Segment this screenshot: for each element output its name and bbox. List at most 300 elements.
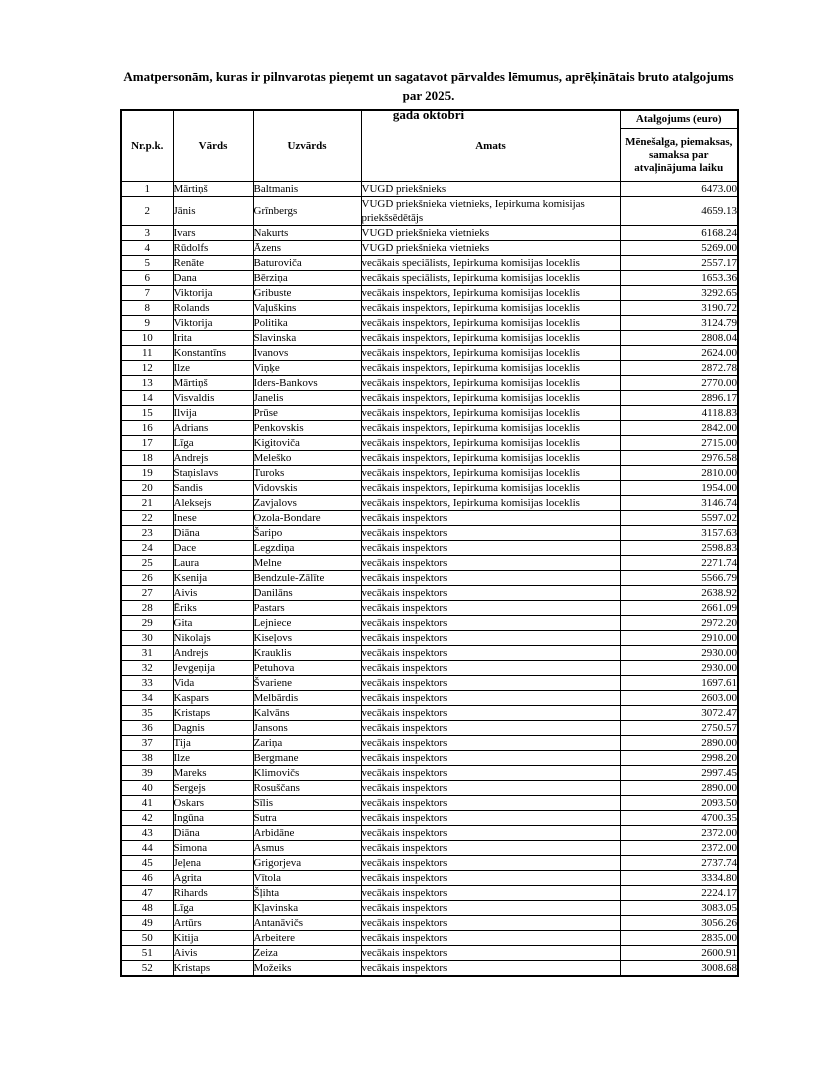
cell-nr: 51 <box>121 946 173 961</box>
cell-position: vecākais inspektors <box>361 871 620 886</box>
cell-position: vecākais inspektors <box>361 811 620 826</box>
table-row <box>121 556 738 571</box>
cell-salary: 2930.00 <box>620 646 738 661</box>
cell-nr: 17 <box>121 436 173 451</box>
cell-nr: 7 <box>121 286 173 301</box>
cell-last-name: Viņķe <box>253 361 361 376</box>
table-row <box>121 961 738 977</box>
table-row <box>121 241 738 256</box>
cell-salary: 6168.24 <box>620 226 738 241</box>
cell-salary: 2808.04 <box>620 331 738 346</box>
cell-first-name: Staņislavs <box>173 466 253 481</box>
cell-first-name: Ksenija <box>173 571 253 586</box>
cell-first-name: Mārtiņš <box>173 376 253 391</box>
cell-position: vecākais inspektors, Iepirkuma komisijas loceklis <box>361 391 620 406</box>
cell-position: vecākais inspektors <box>361 766 620 781</box>
cell-first-name: Ilze <box>173 361 253 376</box>
cell-nr: 18 <box>121 451 173 466</box>
cell-nr: 41 <box>121 796 173 811</box>
cell-salary: 6473.00 <box>620 182 738 197</box>
cell-nr: 29 <box>121 616 173 631</box>
cell-last-name: Sīlis <box>253 796 361 811</box>
cell-last-name: Možeiks <box>253 961 361 977</box>
table-row <box>121 766 738 781</box>
table-row <box>121 421 738 436</box>
cell-last-name: Vaļuškins <box>253 301 361 316</box>
cell-last-name: Vidovskis <box>253 481 361 496</box>
cell-position: vecākais inspektors <box>361 676 620 691</box>
cell-first-name: Ilze <box>173 751 253 766</box>
cell-nr: 30 <box>121 631 173 646</box>
table-row <box>121 197 738 226</box>
table-row <box>121 361 738 376</box>
cell-last-name: Lejniece <box>253 616 361 631</box>
cell-nr: 10 <box>121 331 173 346</box>
cell-nr: 14 <box>121 391 173 406</box>
table-row <box>121 631 738 646</box>
cell-position: vecākais inspektors, Iepirkuma komisijas loceklis <box>361 406 620 421</box>
cell-position: vecākais inspektors <box>361 586 620 601</box>
cell-last-name: Antanāvičs <box>253 916 361 931</box>
cell-first-name: Dana <box>173 271 253 286</box>
cell-last-name: Ivanovs <box>253 346 361 361</box>
cell-nr: 22 <box>121 511 173 526</box>
table-row <box>121 601 738 616</box>
cell-position: vecākais inspektors <box>361 661 620 676</box>
cell-salary: 2638.92 <box>620 586 738 601</box>
cell-position: vecākais inspektors <box>361 646 620 661</box>
cell-last-name: Klimovičs <box>253 766 361 781</box>
table-row <box>121 586 738 601</box>
cell-first-name: Diāna <box>173 526 253 541</box>
cell-first-name: Ivars <box>173 226 253 241</box>
cell-salary: 3292.65 <box>620 286 738 301</box>
cell-position: vecākais inspektors, Iepirkuma komisijas loceklis <box>361 316 620 331</box>
salary-table <box>120 109 739 977</box>
salary-table-header <box>121 110 738 182</box>
cell-nr: 32 <box>121 661 173 676</box>
header-row-top <box>121 110 738 129</box>
table-row <box>121 901 738 916</box>
table-row <box>121 826 738 841</box>
cell-first-name: Sergejs <box>173 781 253 796</box>
cell-nr: 39 <box>121 766 173 781</box>
cell-nr: 11 <box>121 346 173 361</box>
table-row <box>121 661 738 676</box>
cell-salary: 4659.13 <box>620 197 738 226</box>
cell-salary: 4118.83 <box>620 406 738 421</box>
cell-nr: 28 <box>121 601 173 616</box>
cell-last-name: Ozola-Bondare <box>253 511 361 526</box>
cell-salary: 2997.45 <box>620 766 738 781</box>
cell-first-name: Andrejs <box>173 646 253 661</box>
cell-salary: 3083.05 <box>620 901 738 916</box>
table-row <box>121 841 738 856</box>
cell-position: vecākais inspektors, Iepirkuma komisijas loceklis <box>361 301 620 316</box>
cell-last-name: Bergmane <box>253 751 361 766</box>
cell-position: vecākais inspektors <box>361 511 620 526</box>
cell-last-name: Kiseļovs <box>253 631 361 646</box>
cell-first-name: Aleksejs <box>173 496 253 511</box>
cell-position: vecākais inspektors <box>361 691 620 706</box>
cell-nr: 25 <box>121 556 173 571</box>
cell-last-name: Šaripo <box>253 526 361 541</box>
cell-salary: 2835.00 <box>620 931 738 946</box>
table-row <box>121 796 738 811</box>
cell-last-name: Arbidāne <box>253 826 361 841</box>
cell-position: vecākais inspektors, Iepirkuma komisijas loceklis <box>361 286 620 301</box>
table-row <box>121 271 738 286</box>
cell-position: vecākais inspektors <box>361 946 620 961</box>
cell-salary: 2930.00 <box>620 661 738 676</box>
page-title-line1: Amatpersonām, kuras ir pilnvarotas pieņemt un sagatavot pārvaldes lēmumus, aprēķinātais bruto atalgojums par 2025. <box>123 69 734 103</box>
cell-first-name: Mareks <box>173 766 253 781</box>
cell-first-name: Viktorija <box>173 286 253 301</box>
cell-first-name: Diāna <box>173 826 253 841</box>
cell-position: vecākais inspektors <box>361 706 620 721</box>
cell-last-name: Melbārdis <box>253 691 361 706</box>
cell-position: vecākais inspektors <box>361 721 620 736</box>
cell-position: vecākais inspektors <box>361 556 620 571</box>
cell-salary: 2372.00 <box>620 841 738 856</box>
cell-first-name: Jevgeņija <box>173 661 253 676</box>
cell-nr: 40 <box>121 781 173 796</box>
cell-nr: 44 <box>121 841 173 856</box>
cell-last-name: Slavinska <box>253 331 361 346</box>
cell-position: vecākais inspektors, Iepirkuma komisijas loceklis <box>361 481 620 496</box>
cell-position: vecākais inspektors <box>361 856 620 871</box>
cell-salary: 3146.74 <box>620 496 738 511</box>
cell-salary: 1954.00 <box>620 481 738 496</box>
cell-position: vecākais inspektors, Iepirkuma komisijas loceklis <box>361 346 620 361</box>
column-header-nr: Nr.p.k. <box>121 110 173 182</box>
cell-nr: 13 <box>121 376 173 391</box>
cell-nr: 46 <box>121 871 173 886</box>
cell-first-name: Ingūna <box>173 811 253 826</box>
cell-last-name: Zariņa <box>253 736 361 751</box>
table-row <box>121 406 738 421</box>
cell-first-name: Simona <box>173 841 253 856</box>
cell-nr: 9 <box>121 316 173 331</box>
cell-position: vecākais inspektors, Iepirkuma komisijas loceklis <box>361 376 620 391</box>
table-row <box>121 481 738 496</box>
cell-last-name: Krauklis <box>253 646 361 661</box>
cell-last-name: Meleško <box>253 451 361 466</box>
cell-position: vecākais inspektors <box>361 931 620 946</box>
cell-salary: 3124.79 <box>620 316 738 331</box>
cell-first-name: Visvaldis <box>173 391 253 406</box>
cell-salary: 2770.00 <box>620 376 738 391</box>
cell-nr: 37 <box>121 736 173 751</box>
cell-salary: 2998.20 <box>620 751 738 766</box>
cell-first-name: Mārtiņš <box>173 182 253 197</box>
cell-nr: 19 <box>121 466 173 481</box>
cell-first-name: Dace <box>173 541 253 556</box>
cell-salary: 1653.36 <box>620 271 738 286</box>
cell-position: vecākais inspektors <box>361 916 620 931</box>
cell-nr: 1 <box>121 182 173 197</box>
cell-nr: 20 <box>121 481 173 496</box>
cell-nr: 42 <box>121 811 173 826</box>
cell-nr: 36 <box>121 721 173 736</box>
cell-salary: 2224.17 <box>620 886 738 901</box>
cell-salary: 2557.17 <box>620 256 738 271</box>
cell-salary: 2872.78 <box>620 361 738 376</box>
table-row <box>121 511 738 526</box>
cell-nr: 48 <box>121 901 173 916</box>
cell-position: vecākais inspektors <box>361 901 620 916</box>
cell-first-name: Kaspars <box>173 691 253 706</box>
table-row <box>121 286 738 301</box>
cell-first-name: Kitija <box>173 931 253 946</box>
cell-position: vecākais inspektors <box>361 796 620 811</box>
cell-nr: 2 <box>121 197 173 226</box>
cell-first-name: Renāte <box>173 256 253 271</box>
cell-first-name: Rihards <box>173 886 253 901</box>
table-row <box>121 706 738 721</box>
cell-position: vecākais inspektors, Iepirkuma komisijas loceklis <box>361 331 620 346</box>
cell-position: vecākais inspektors <box>361 886 620 901</box>
cell-salary: 2896.17 <box>620 391 738 406</box>
cell-position: vecākais inspektors <box>361 736 620 751</box>
cell-last-name: Grigorjeva <box>253 856 361 871</box>
cell-first-name: Nikolajs <box>173 631 253 646</box>
cell-last-name: Zeiza <box>253 946 361 961</box>
cell-nr: 24 <box>121 541 173 556</box>
cell-first-name: Aivis <box>173 586 253 601</box>
cell-last-name: Bendzule-Zālīte <box>253 571 361 586</box>
cell-last-name: Kigitoviča <box>253 436 361 451</box>
cell-position: vecākais inspektors <box>361 616 620 631</box>
cell-salary: 2271.74 <box>620 556 738 571</box>
table-row <box>121 931 738 946</box>
cell-salary: 4700.35 <box>620 811 738 826</box>
cell-last-name: Legzdiņa <box>253 541 361 556</box>
cell-salary: 2976.58 <box>620 451 738 466</box>
cell-nr: 3 <box>121 226 173 241</box>
cell-last-name: Āzens <box>253 241 361 256</box>
cell-last-name: Melne <box>253 556 361 571</box>
cell-nr: 33 <box>121 676 173 691</box>
cell-nr: 49 <box>121 916 173 931</box>
table-row <box>121 301 738 316</box>
cell-first-name: Agrita <box>173 871 253 886</box>
cell-last-name: Arbeitere <box>253 931 361 946</box>
cell-first-name: Adrians <box>173 421 253 436</box>
cell-last-name: Penkovskis <box>253 421 361 436</box>
cell-position: vecākais inspektors <box>361 826 620 841</box>
cell-salary: 5597.02 <box>620 511 738 526</box>
cell-nr: 52 <box>121 961 173 977</box>
cell-position: vecākais inspektors <box>361 961 620 977</box>
cell-salary: 3072.47 <box>620 706 738 721</box>
table-row <box>121 226 738 241</box>
table-row <box>121 616 738 631</box>
cell-first-name: Tija <box>173 736 253 751</box>
cell-last-name: Iders-Bankovs <box>253 376 361 391</box>
cell-nr: 45 <box>121 856 173 871</box>
table-row <box>121 571 738 586</box>
cell-last-name: Vītola <box>253 871 361 886</box>
cell-salary: 2972.20 <box>620 616 738 631</box>
cell-first-name: Jeļena <box>173 856 253 871</box>
cell-first-name: Aivis <box>173 946 253 961</box>
table-row <box>121 466 738 481</box>
cell-first-name: Ilvija <box>173 406 253 421</box>
cell-last-name: Rosuščans <box>253 781 361 796</box>
cell-nr: 31 <box>121 646 173 661</box>
column-header-salary-group: Atalgojums (euro) <box>620 110 738 129</box>
cell-last-name: Baturoviča <box>253 256 361 271</box>
cell-first-name: Rūdolfs <box>173 241 253 256</box>
cell-salary: 3157.63 <box>620 526 738 541</box>
table-row <box>121 916 738 931</box>
cell-position: vecākais inspektors, Iepirkuma komisijas loceklis <box>361 496 620 511</box>
cell-last-name: Kalvāns <box>253 706 361 721</box>
cell-position: vecākais inspektors, Iepirkuma komisijas loceklis <box>361 421 620 436</box>
cell-nr: 8 <box>121 301 173 316</box>
table-row <box>121 751 738 766</box>
cell-salary: 3334.80 <box>620 871 738 886</box>
cell-nr: 6 <box>121 271 173 286</box>
table-row <box>121 721 738 736</box>
cell-last-name: Turoks <box>253 466 361 481</box>
table-row <box>121 646 738 661</box>
cell-salary: 2600.91 <box>620 946 738 961</box>
cell-position: vecākais inspektors <box>361 541 620 556</box>
cell-first-name: Laura <box>173 556 253 571</box>
cell-last-name: Politika <box>253 316 361 331</box>
cell-last-name: Grīnbergs <box>253 197 361 226</box>
cell-salary: 2890.00 <box>620 781 738 796</box>
cell-salary: 3008.68 <box>620 961 738 977</box>
cell-nr: 16 <box>121 421 173 436</box>
cell-salary: 2372.00 <box>620 826 738 841</box>
cell-first-name: Jānis <box>173 197 253 226</box>
table-row <box>121 736 738 751</box>
cell-last-name: Prūse <box>253 406 361 421</box>
cell-salary: 2890.00 <box>620 736 738 751</box>
cell-position: vecākais inspektors <box>361 601 620 616</box>
cell-last-name: Gribuste <box>253 286 361 301</box>
cell-first-name: Viktorija <box>173 316 253 331</box>
cell-position: VUGD priekšnieka vietnieks, Iepirkuma komisijas priekšsēdētājs <box>361 197 620 226</box>
cell-last-name: Pastars <box>253 601 361 616</box>
table-row <box>121 856 738 871</box>
cell-last-name: Petuhova <box>253 661 361 676</box>
cell-position: vecākais inspektors <box>361 631 620 646</box>
table-row <box>121 781 738 796</box>
cell-nr: 47 <box>121 886 173 901</box>
table-row <box>121 316 738 331</box>
cell-nr: 38 <box>121 751 173 766</box>
cell-position: vecākais inspektors <box>361 841 620 856</box>
cell-salary: 2737.74 <box>620 856 738 871</box>
cell-position: vecākais inspektors, Iepirkuma komisijas loceklis <box>361 466 620 481</box>
table-row <box>121 946 738 961</box>
cell-nr: 34 <box>121 691 173 706</box>
cell-last-name: Baltmanis <box>253 182 361 197</box>
cell-salary: 3190.72 <box>620 301 738 316</box>
cell-last-name: Sutra <box>253 811 361 826</box>
cell-first-name: Gita <box>173 616 253 631</box>
table-row <box>121 886 738 901</box>
table-row <box>121 376 738 391</box>
table-row <box>121 331 738 346</box>
cell-position: vecākais inspektors <box>361 751 620 766</box>
cell-position: vecākais speciālists, Iepirkuma komisijas loceklis <box>361 256 620 271</box>
cell-first-name: Oskars <box>173 796 253 811</box>
cell-salary: 2661.09 <box>620 601 738 616</box>
column-header-last-name: Uzvārds <box>253 110 361 182</box>
cell-position: vecākais inspektors <box>361 781 620 796</box>
cell-position: vecākais inspektors <box>361 571 620 586</box>
cell-nr: 15 <box>121 406 173 421</box>
cell-nr: 12 <box>121 361 173 376</box>
cell-salary: 3056.26 <box>620 916 738 931</box>
cell-first-name: Andrejs <box>173 451 253 466</box>
table-row <box>121 256 738 271</box>
cell-first-name: Vida <box>173 676 253 691</box>
cell-nr: 21 <box>121 496 173 511</box>
cell-salary: 2910.00 <box>620 631 738 646</box>
cell-last-name: Nakurts <box>253 226 361 241</box>
cell-salary: 2624.00 <box>620 346 738 361</box>
cell-position: vecākais speciālists, Iepirkuma komisijas loceklis <box>361 271 620 286</box>
cell-nr: 27 <box>121 586 173 601</box>
cell-last-name: Jansons <box>253 721 361 736</box>
cell-position: vecākais inspektors, Iepirkuma komisijas loceklis <box>361 361 620 376</box>
table-row <box>121 526 738 541</box>
cell-first-name: Līga <box>173 436 253 451</box>
cell-salary: 2715.00 <box>620 436 738 451</box>
table-row <box>121 451 738 466</box>
cell-salary: 1697.61 <box>620 676 738 691</box>
cell-salary: 2810.00 <box>620 466 738 481</box>
cell-nr: 43 <box>121 826 173 841</box>
table-row <box>121 691 738 706</box>
cell-last-name: Janelis <box>253 391 361 406</box>
table-row <box>121 871 738 886</box>
table-row <box>121 676 738 691</box>
cell-first-name: Ēriks <box>173 601 253 616</box>
cell-last-name: Švariene <box>253 676 361 691</box>
table-row <box>121 391 738 406</box>
cell-position: VUGD priekšnieks <box>361 182 620 197</box>
cell-last-name: Bērziņa <box>253 271 361 286</box>
table-row <box>121 182 738 197</box>
cell-position: vecākais inspektors <box>361 526 620 541</box>
cell-nr: 26 <box>121 571 173 586</box>
cell-nr: 50 <box>121 931 173 946</box>
cell-last-name: Šļihta <box>253 886 361 901</box>
cell-salary: 5566.79 <box>620 571 738 586</box>
cell-first-name: Konstantīns <box>173 346 253 361</box>
table-row <box>121 346 738 361</box>
cell-last-name: Kļavinska <box>253 901 361 916</box>
table-row <box>121 541 738 556</box>
cell-last-name: Danilāns <box>253 586 361 601</box>
column-header-salary-sub: Mēnešalga, piemaksas, samaksa par atvaļinājuma laiku <box>620 129 738 182</box>
cell-first-name: Artūrs <box>173 916 253 931</box>
cell-first-name: Sandis <box>173 481 253 496</box>
cell-last-name: Asmus <box>253 841 361 856</box>
table-row <box>121 496 738 511</box>
cell-nr: 35 <box>121 706 173 721</box>
cell-first-name: Dagnis <box>173 721 253 736</box>
cell-salary: 2598.83 <box>620 541 738 556</box>
column-header-first-name: Vārds <box>173 110 253 182</box>
